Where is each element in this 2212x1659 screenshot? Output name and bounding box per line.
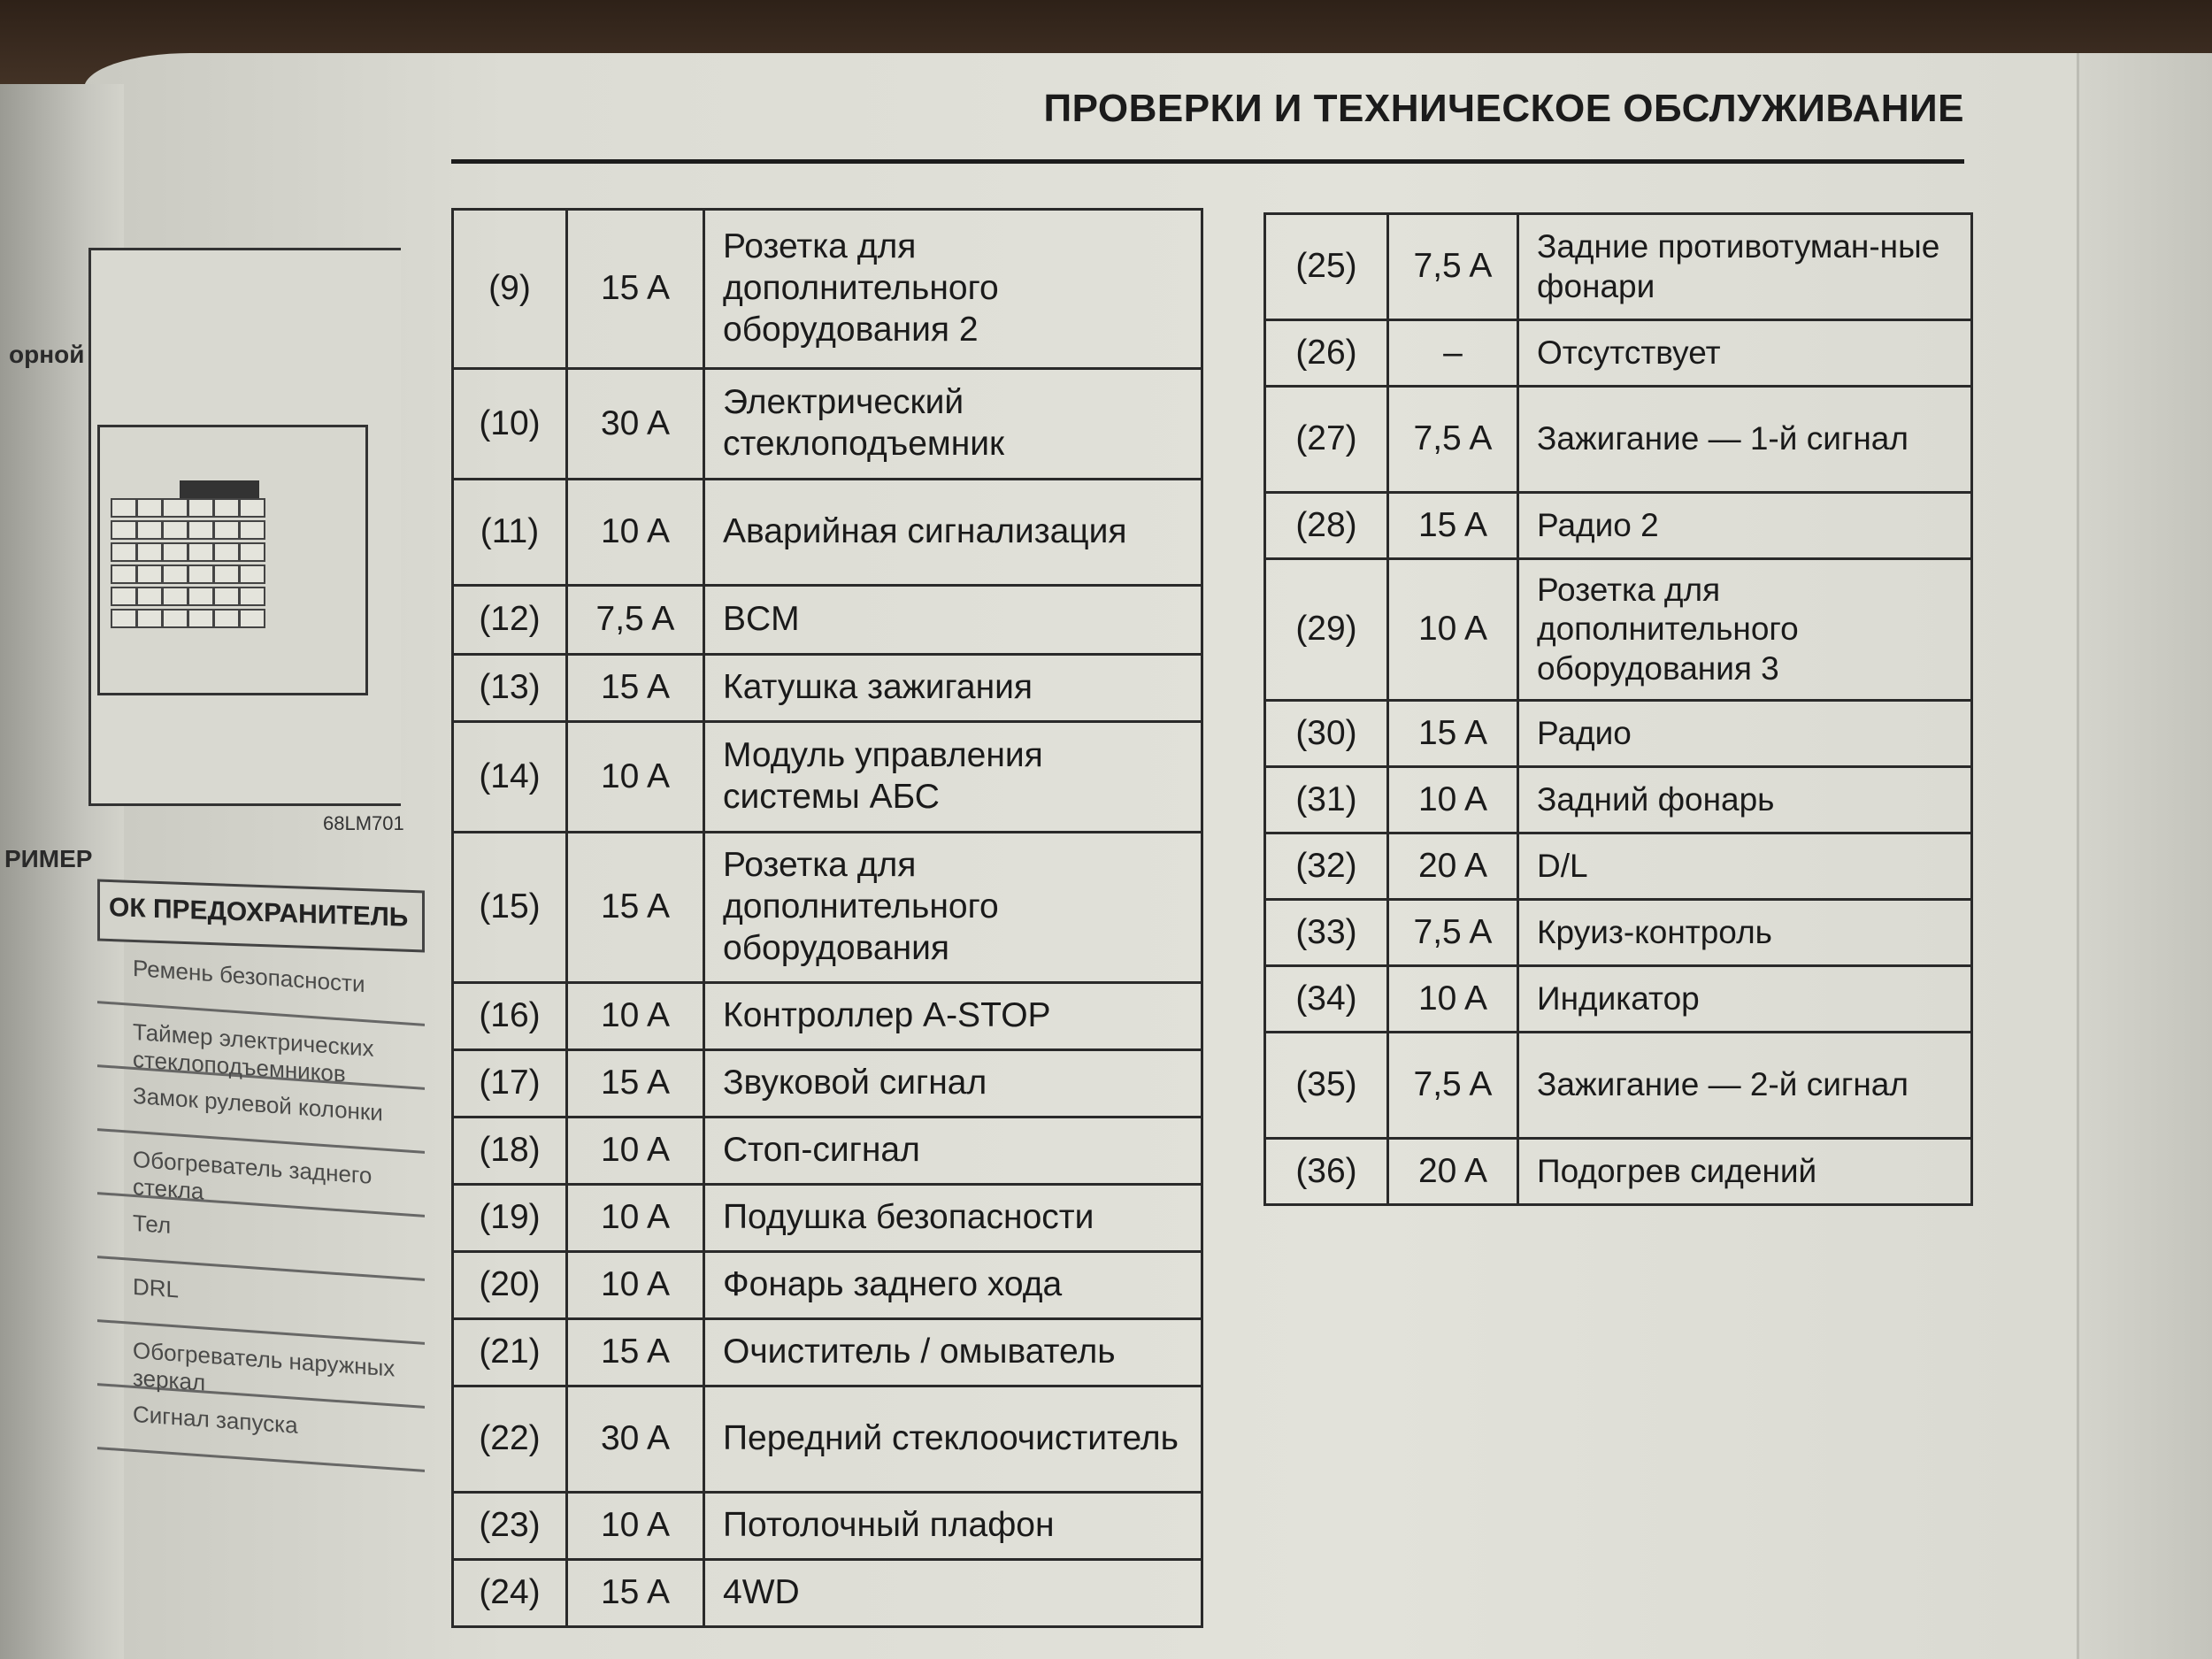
fuse-box-illustration bbox=[97, 425, 368, 695]
page-title: ПРОВЕРКИ И ТЕХНИЧЕСКОЕ ОБСЛУЖИВАНИЕ bbox=[1043, 87, 1964, 130]
fuse-rating: 10 A bbox=[567, 480, 704, 586]
table-row bbox=[453, 983, 1202, 1050]
fuse-rating: 7,5 A bbox=[1388, 900, 1518, 966]
fuse-rating: 7,5 A bbox=[1388, 214, 1518, 320]
fuse-rating: 20 A bbox=[1388, 833, 1518, 900]
fuse-rating: 15 A bbox=[1388, 701, 1518, 767]
table-row bbox=[1265, 1033, 1972, 1139]
table-row bbox=[1265, 214, 1972, 320]
fuse-number: (31) bbox=[1265, 767, 1388, 833]
fuse-number: (10) bbox=[453, 369, 567, 480]
fuse-number: (29) bbox=[1265, 559, 1388, 701]
fuse-rating: 10 A bbox=[567, 1252, 704, 1319]
fuse-description: Задний фонарь bbox=[1518, 767, 1972, 833]
fuse-number: (34) bbox=[1265, 966, 1388, 1033]
fuse-description: Задние противотуман-ные фонари bbox=[1518, 214, 1972, 320]
fuse-rating: 15 A bbox=[567, 210, 704, 369]
fuse-rating: 10 A bbox=[1388, 559, 1518, 701]
fuse-description: Подушка безопасности bbox=[704, 1185, 1202, 1252]
table-row bbox=[453, 480, 1202, 586]
fuse-number: (22) bbox=[453, 1386, 567, 1493]
fuse-number: (13) bbox=[453, 655, 567, 722]
left-table-item: Сигнал запуска bbox=[97, 1386, 425, 1472]
fuse-rating: 7,5 A bbox=[1388, 1033, 1518, 1139]
fuse-description: D/L bbox=[1518, 833, 1972, 900]
left-table-item: Ремень безопасности bbox=[97, 940, 425, 1026]
fuse-number: (9) bbox=[453, 210, 567, 369]
left-table-item: Обогреватель наружных зеркал bbox=[97, 1322, 425, 1409]
fuse-description: Зажигание — 1-й сигнал bbox=[1518, 387, 1972, 493]
table-row bbox=[453, 1560, 1202, 1627]
table-row bbox=[453, 1050, 1202, 1118]
left-table-item: DRL bbox=[97, 1258, 425, 1345]
fuse-description: Контроллер A-STOP bbox=[704, 983, 1202, 1050]
fuse-table-left bbox=[451, 208, 1203, 1628]
fuse-rating: 30 A bbox=[567, 1386, 704, 1493]
diagram-code: 68LM701 bbox=[323, 812, 404, 834]
fuse-number: (16) bbox=[453, 983, 567, 1050]
fuse-rating: 7,5 A bbox=[1388, 387, 1518, 493]
fuse-rating: 10 A bbox=[567, 1118, 704, 1185]
table-row bbox=[1265, 767, 1972, 833]
fuse-description: Радио 2 bbox=[1518, 493, 1972, 559]
table-row bbox=[453, 722, 1202, 833]
fuse-rating: 15 A bbox=[567, 833, 704, 983]
left-page-fragment: РИМЕР bbox=[4, 845, 93, 872]
fuse-rating: 15 A bbox=[567, 1319, 704, 1386]
fuse-number: (36) bbox=[1265, 1139, 1388, 1205]
fuse-number: (14) bbox=[453, 722, 567, 833]
fuse-number: (27) bbox=[1265, 387, 1388, 493]
left-table-item: Замок рулевой колонки bbox=[97, 1067, 425, 1154]
fuse-number: (23) bbox=[453, 1493, 567, 1560]
fuse-rating: 15 A bbox=[567, 1050, 704, 1118]
fuse-rating: – bbox=[1388, 320, 1518, 387]
fuse-description: Индикатор bbox=[1518, 966, 1972, 1033]
table-row bbox=[453, 1319, 1202, 1386]
table-row bbox=[453, 586, 1202, 655]
table-row bbox=[453, 1493, 1202, 1560]
fuse-number: (24) bbox=[453, 1560, 567, 1627]
fuse-grid bbox=[111, 498, 262, 628]
fuse-number: (33) bbox=[1265, 900, 1388, 966]
table-row bbox=[453, 655, 1202, 722]
fuse-description: 4WD bbox=[704, 1560, 1202, 1627]
header-divider bbox=[451, 159, 1964, 164]
table-row bbox=[453, 210, 1202, 369]
fuse-rating: 15 A bbox=[1388, 493, 1518, 559]
fuse-number: (19) bbox=[453, 1185, 567, 1252]
fuse-number: (35) bbox=[1265, 1033, 1388, 1139]
table-row bbox=[1265, 387, 1972, 493]
fuse-description: Звуковой сигнал bbox=[704, 1050, 1202, 1118]
fuse-description: Передний стеклоочиститель bbox=[704, 1386, 1202, 1493]
fuse-number: (15) bbox=[453, 833, 567, 983]
fuse-rating: 10 A bbox=[1388, 966, 1518, 1033]
left-table-item: Таймер электрических стеклоподъемников bbox=[97, 1003, 425, 1090]
fuse-description: Радио bbox=[1518, 701, 1972, 767]
table-row bbox=[453, 1118, 1202, 1185]
fuse-description: Электрический стеклоподъемник bbox=[704, 369, 1202, 480]
fuse-rating: 7,5 A bbox=[567, 586, 704, 655]
fuse-description: Круиз-контроль bbox=[1518, 900, 1972, 966]
table-row bbox=[1265, 701, 1972, 767]
table-row bbox=[453, 833, 1202, 983]
left-table-item: Тел bbox=[97, 1194, 425, 1281]
fuse-rating: 15 A bbox=[567, 655, 704, 722]
fuse-rating: 15 A bbox=[567, 1560, 704, 1627]
left-table-list bbox=[97, 951, 425, 1461]
left-table-item: Обогреватель заднего стекла bbox=[97, 1131, 425, 1217]
fuse-rating: 10 A bbox=[567, 1493, 704, 1560]
fuse-description: Зажигание — 2-й сигнал bbox=[1518, 1033, 1972, 1139]
fuse-description: Отсутствует bbox=[1518, 320, 1972, 387]
left-table-header: ОК ПРЕДОХРАНИТЕЛЬ bbox=[97, 879, 425, 953]
fuse-number: (26) bbox=[1265, 320, 1388, 387]
table-row bbox=[1265, 320, 1972, 387]
fuse-description: Подогрев сидений bbox=[1518, 1139, 1972, 1205]
fuse-description: Катушка зажигания bbox=[704, 655, 1202, 722]
fuse-rating: 30 A bbox=[567, 369, 704, 480]
table-row bbox=[1265, 833, 1972, 900]
fuse-rating: 10 A bbox=[567, 1185, 704, 1252]
fuse-box-label-block bbox=[180, 480, 259, 498]
fuse-number: (18) bbox=[453, 1118, 567, 1185]
fuse-rating: 10 A bbox=[1388, 767, 1518, 833]
table-row bbox=[1265, 1139, 1972, 1205]
table-row bbox=[1265, 493, 1972, 559]
table-row bbox=[1265, 559, 1972, 701]
fuse-description: Стоп-сигнал bbox=[704, 1118, 1202, 1185]
fuse-number: (17) bbox=[453, 1050, 567, 1118]
fuse-number: (21) bbox=[453, 1319, 567, 1386]
fuse-rating: 20 A bbox=[1388, 1139, 1518, 1205]
fuse-number: (30) bbox=[1265, 701, 1388, 767]
fuse-number: (28) bbox=[1265, 493, 1388, 559]
fuse-description: Фонарь заднего хода bbox=[704, 1252, 1202, 1319]
fuse-rating: 10 A bbox=[567, 722, 704, 833]
fuse-number: (11) bbox=[453, 480, 567, 586]
fuse-table-right bbox=[1263, 212, 1973, 1206]
table-row bbox=[453, 1252, 1202, 1319]
fuse-number: (20) bbox=[453, 1252, 567, 1319]
right-page-edge bbox=[2077, 53, 2212, 1659]
fuse-description: BCM bbox=[704, 586, 1202, 655]
fuse-description: Потолочный плафон bbox=[704, 1493, 1202, 1560]
table-row bbox=[1265, 900, 1972, 966]
fuse-description: Розетка для дополнительного оборудования bbox=[704, 833, 1202, 983]
table-row bbox=[1265, 966, 1972, 1033]
table-row bbox=[453, 369, 1202, 480]
fuse-description: Аварийная сигнализация bbox=[704, 480, 1202, 586]
table-row bbox=[453, 1386, 1202, 1493]
table-row bbox=[453, 1185, 1202, 1252]
fuse-description: Модуль управления системы АБС bbox=[704, 722, 1202, 833]
fuse-rating: 10 A bbox=[567, 983, 704, 1050]
fuse-number: (12) bbox=[453, 586, 567, 655]
left-page-fragment: орной bbox=[9, 341, 85, 368]
fuse-number: (32) bbox=[1265, 833, 1388, 900]
fuse-description: Розетка для дополнительного оборудования 3 bbox=[1518, 559, 1972, 701]
fuse-number: (25) bbox=[1265, 214, 1388, 320]
fuse-description: Розетка для дополнительного оборудования 2 bbox=[704, 210, 1202, 369]
fuse-description: Очиститель / омыватель bbox=[704, 1319, 1202, 1386]
